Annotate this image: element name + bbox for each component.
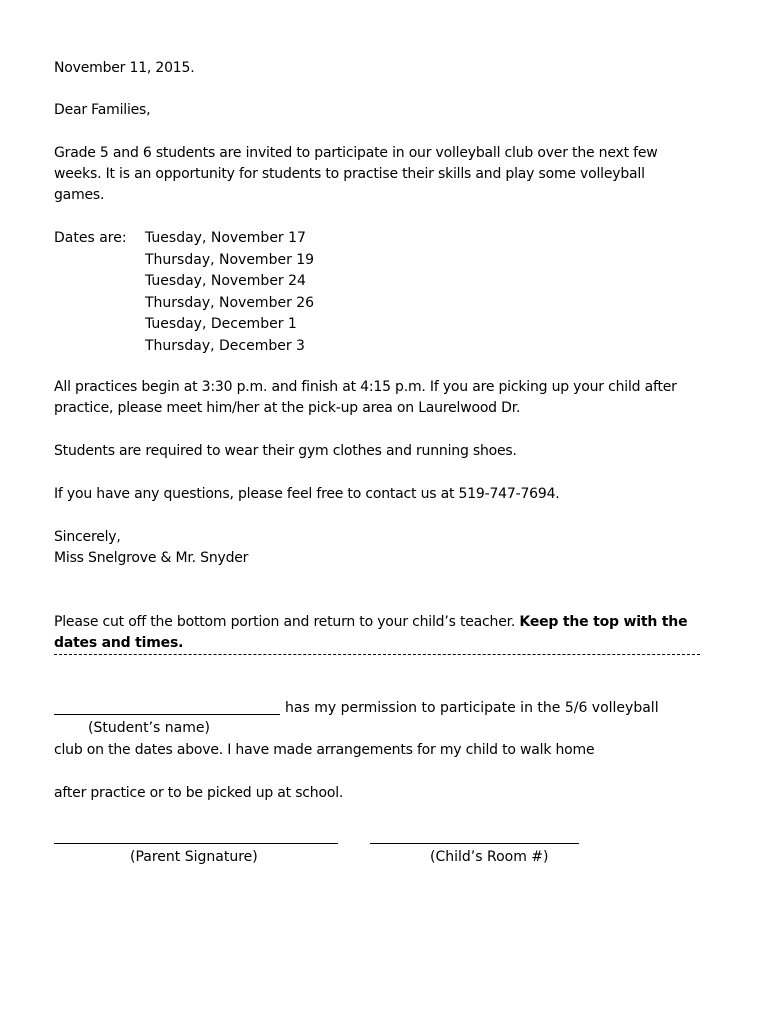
after-practice-line: after practice or to be picked up at school. xyxy=(54,785,344,801)
intro-line: games. xyxy=(54,187,105,203)
dates-list xyxy=(145,228,314,357)
date-item: Tuesday, December 1 xyxy=(145,316,297,332)
intro-line: weeks. It is an opportunity for students to practise their skills and play some volleyball xyxy=(54,166,645,182)
permission-text: has my permission to participate in the 5/6 volleyball xyxy=(285,700,659,716)
cut-line xyxy=(54,654,700,655)
cutoff-bold-1: Keep the top with the xyxy=(519,614,688,630)
date-item: Tuesday, November 17 xyxy=(145,230,306,246)
questions-note: If you have any questions, please feel free to contact us at 519-747-7694. xyxy=(54,486,560,502)
cutoff-instructions xyxy=(54,612,714,654)
parent-signature-caption: (Parent Signature) xyxy=(130,849,258,865)
practice-paragraph xyxy=(54,377,714,419)
student-name-caption: (Student’s name) xyxy=(88,720,210,736)
intro-line: Grade 5 and 6 students are invited to participate in our volleyball club over the next few xyxy=(54,145,658,161)
practice-line: All practices begin at 3:30 p.m. and finish at 4:15 p.m. If you are picking up your child after xyxy=(54,379,677,395)
greeting: Dear Families, xyxy=(54,102,151,118)
intro-paragraph xyxy=(54,143,714,206)
cutoff-line-1 xyxy=(54,612,714,633)
closing: Sincerely, xyxy=(54,529,121,545)
letter-date: November 11, 2015. xyxy=(54,60,195,76)
dates-label: Dates are: xyxy=(54,230,127,246)
date-item: Tuesday, November 24 xyxy=(145,273,306,289)
student-name-blank[interactable] xyxy=(54,714,280,715)
date-item: Thursday, November 19 xyxy=(145,251,315,268)
practice-line: practice, please meet him/her at the pick-up area on Laurelwood Dr. xyxy=(54,400,521,416)
date-item: Thursday, November 26 xyxy=(145,294,315,311)
room-caption: (Child’s Room #) xyxy=(430,849,549,865)
parent-signature-blank[interactable] xyxy=(54,843,338,844)
cutoff-text: Please cut off the bottom portion and return to your child’s teacher. xyxy=(54,614,516,630)
arrangement-line: club on the dates above. I have made arrangements for my child to walk home xyxy=(54,742,595,758)
room-number-blank[interactable] xyxy=(370,843,579,844)
date-item: Thursday, December 3 xyxy=(145,337,305,354)
signers: Miss Snelgrove & Mr. Snyder xyxy=(54,550,249,566)
cutoff-bold-2: dates and times. xyxy=(54,635,184,651)
clothing-note: Students are required to wear their gym clothes and running shoes. xyxy=(54,443,517,459)
